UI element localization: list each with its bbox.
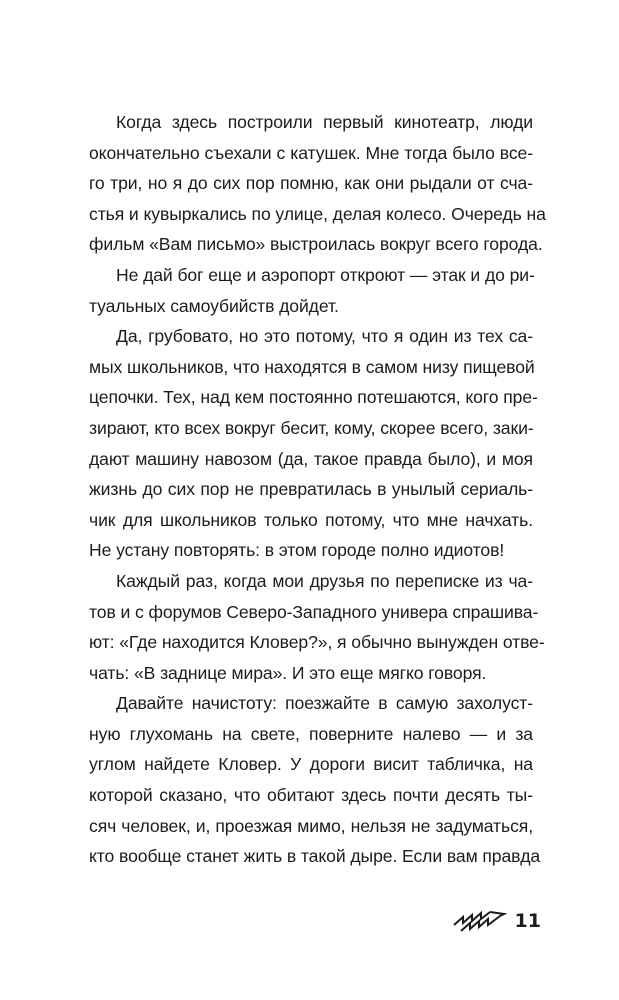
text-line: зирают, кто всех вокруг бесит, кому, скорее всего, заки- xyxy=(89,417,534,438)
text-line: Да, грубовато, но это потому, что я один из тех са- xyxy=(116,326,533,347)
text-line: Не устану повторять: в этом городе полно идиотов! xyxy=(89,540,505,561)
lightning-bolt-icon xyxy=(451,908,507,934)
text-line: ную глухомань на свете, поверните налево — и за xyxy=(89,723,533,744)
text-line: го три, но я до сих пор помню, как они рыдали от сча- xyxy=(89,173,533,194)
text-line: углом найдете Кловер. У дороги висит табличка, на xyxy=(89,754,533,775)
text-line: окончательно съехали с катушек. Мне тогда было все- xyxy=(89,142,533,163)
text-line: которой сказано, что обитают здесь почти десять ты- xyxy=(89,785,533,806)
text-line: дают машину навозом (да, такое правда было), и моя xyxy=(89,448,533,469)
text-line: жизнь до сих пор не превратилась в унылый сериаль- xyxy=(89,479,533,500)
text-line: Не дай бог еще и аэропорт откроют — этак и до ри- xyxy=(116,264,535,285)
text-line: мых школьников, что находятся в самом низу пищевой xyxy=(89,356,535,377)
text-line: чик для школьников только потому, что мне начхать. xyxy=(89,509,533,530)
text-line: стья и кувыркались по улице, делая колесо. Очередь на xyxy=(89,203,546,224)
text-line: фильм «Вам письмо» выстроилась вокруг всего города. xyxy=(89,234,543,255)
text-line: Каждый раз, когда мои друзья по переписке из ча- xyxy=(116,570,533,591)
text-line: чать: «В заднице мира». И это еще мягко говоря. xyxy=(89,662,487,683)
body-text xyxy=(89,107,546,872)
text-line: Когда здесь построили первый кинотеатр, люди xyxy=(116,112,533,132)
text-line: туальных самоубийств дойдет. xyxy=(89,295,339,316)
text-line: сяч человек, и, проезжая мимо, нельзя не задуматься, xyxy=(89,815,533,836)
text-line: Давайте начистоту: поезжайте в самую захолуст- xyxy=(116,693,533,714)
text-line: цепочки. Тех, над кем постоянно потешаются, кого пре- xyxy=(89,387,538,408)
text-line: ют: «Где находится Кловер?», я обычно вынужден отве- xyxy=(89,632,545,653)
text-line: тов и с форумов Северо-Западного универа спрашива- xyxy=(89,601,539,622)
page-footer xyxy=(451,906,541,936)
page-number: 11 xyxy=(514,910,541,932)
text-line: кто вообще станет жить в такой дыре. Если вам правда xyxy=(89,846,541,867)
